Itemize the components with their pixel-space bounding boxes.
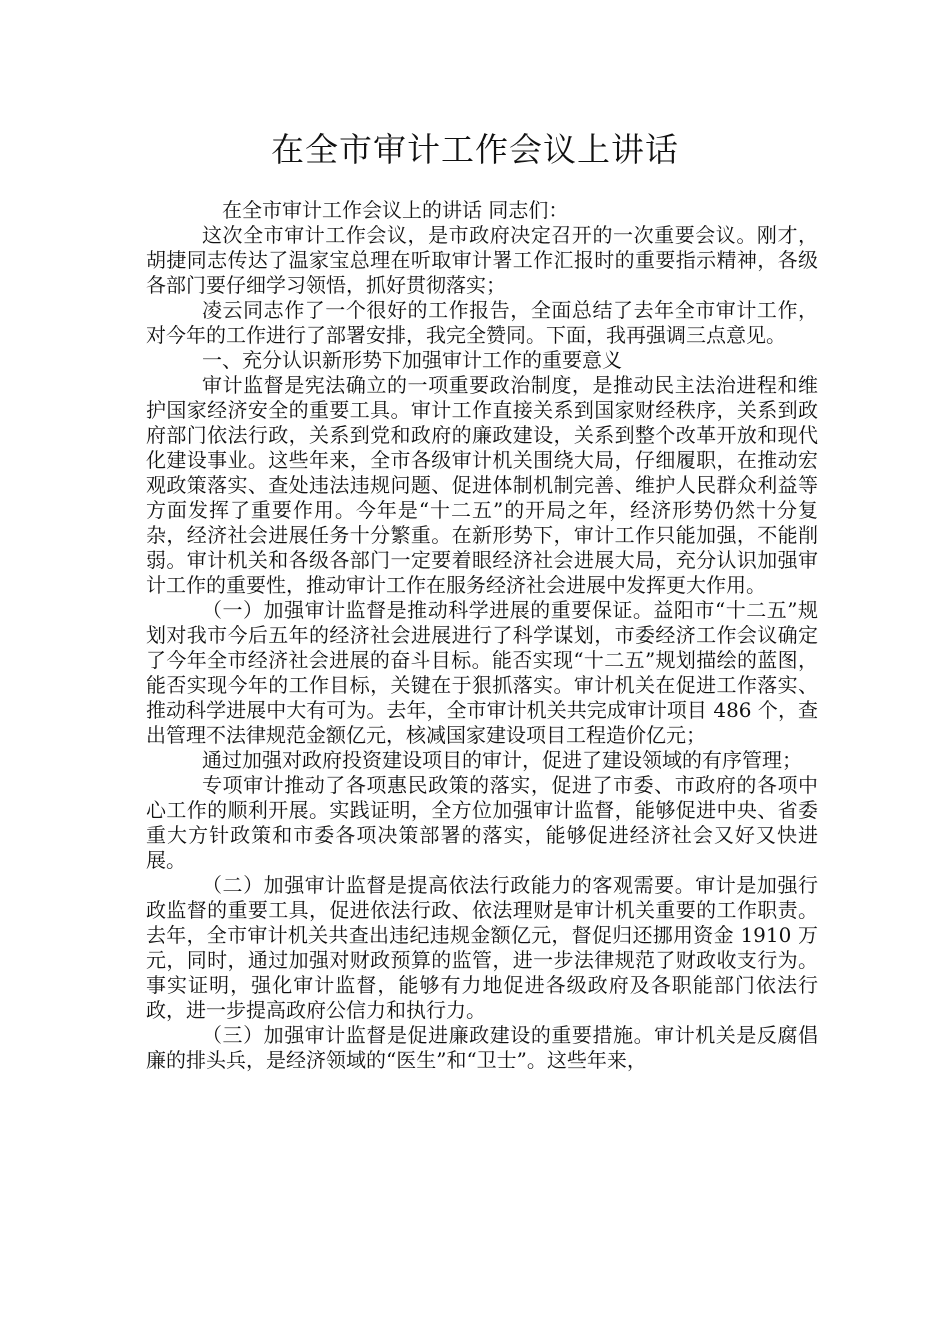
paragraph: （二）加强审计监督是提高依法行政能力的客观需要。审计是加强行政监督的重要工具，促进依法行政、依法理财是审计机关重要的工作职责。去年，全市审计机关共查出违纪违规金额亿元，督促归还挪用资金 1910 万元，同时，通过加强对财政预算的监管，进一步法律规范了财政收支行为。事实证明，强化审计监督，能够有力地促进各级政府及各职能部门依法行政，进一步提高政府公信力和执行力。 xyxy=(146,873,818,1022)
paragraph: 专项审计推动了各项惠民政策的落实，促进了市委、市政府的各项中心工作的顺利开展。实践证明，全方位加强审计监督，能够促进中央、省委重大方针政策和市委各项决策部署的落实，能够促进经济社会又好又快进展。 xyxy=(146,773,818,872)
document-body xyxy=(146,198,818,1073)
paragraph: （三）加强审计监督是促进廉政建设的重要措施。审计机关是反腐倡廉的排头兵，是经济领域的“医生”和“卫士”。这些年来， xyxy=(146,1023,818,1072)
paragraph-greeting: 在全市审计工作会议上的讲话 同志们： xyxy=(222,198,569,222)
paragraph: 这次全市审计工作会议，是市政府决定召开的一次重要会议。刚才，胡捷同志传达了温家宝总理在听取审计署工作汇报时的重要指示精神，各级各部门要仔细学习领悟，抓好贯彻落实； xyxy=(146,223,818,297)
paragraph: 审计监督是宪法确立的一项重要政治制度，是推动民主法治进程和维护国家经济安全的重要工具。审计工作直接关系到国家财经秩序，关系到政府部门依法行政，关系到党和政府的廉政建设，关系到整个改革开放和现代化建设事业。这些年来，全市各级审计机关围绕大局，仔细履职，在推动宏观政策落实、查处违法违规问题、促进体制机制完善、维护人民群众利益等方面发挥了重要作用。今年是“十二五”的开局之年，经济形势仍然十分复杂，经济社会进展任务十分繁重。在新形势下，审计工作只能加强，不能削弱。审计机关和各级各部门一定要着眼经济社会进展大局，充分认识加强审计工作的重要性，推动审计工作在服务经济社会进展中发挥更大作用。 xyxy=(146,373,818,597)
paragraph: 通过加强对政府投资建设项目的审计，促进了建设领域的有序管理； xyxy=(202,748,802,772)
document-title: 在全市审计工作会议上讲话 xyxy=(271,130,679,169)
paragraph: 凌云同志作了一个很好的工作报告，全面总结了去年全市审计工作，对今年的工作进行了部署安排，我完全赞同。下面，我再强调三点意见。 xyxy=(146,298,818,347)
section-heading: 一、充分认识新形势下加强审计工作的重要意义 xyxy=(202,348,622,372)
paragraph: （一）加强审计监督是推动科学进展的重要保证。益阳市“十二五”规划对我市今后五年的经济社会进展进行了科学谋划，市委经济工作会议确定了今年全市经济社会进展的奋斗目标。能否实现“十二五”规划描绘的蓝图，能否实现今年的工作目标，关键在于狠抓落实。审计机关在促进工作落实、推动科学进展中大有可为。去年，全市审计机关共完成审计项目 486 个，查出管理不法律规范金额亿元，核减国家建设项目工程造价亿元； xyxy=(146,598,818,747)
